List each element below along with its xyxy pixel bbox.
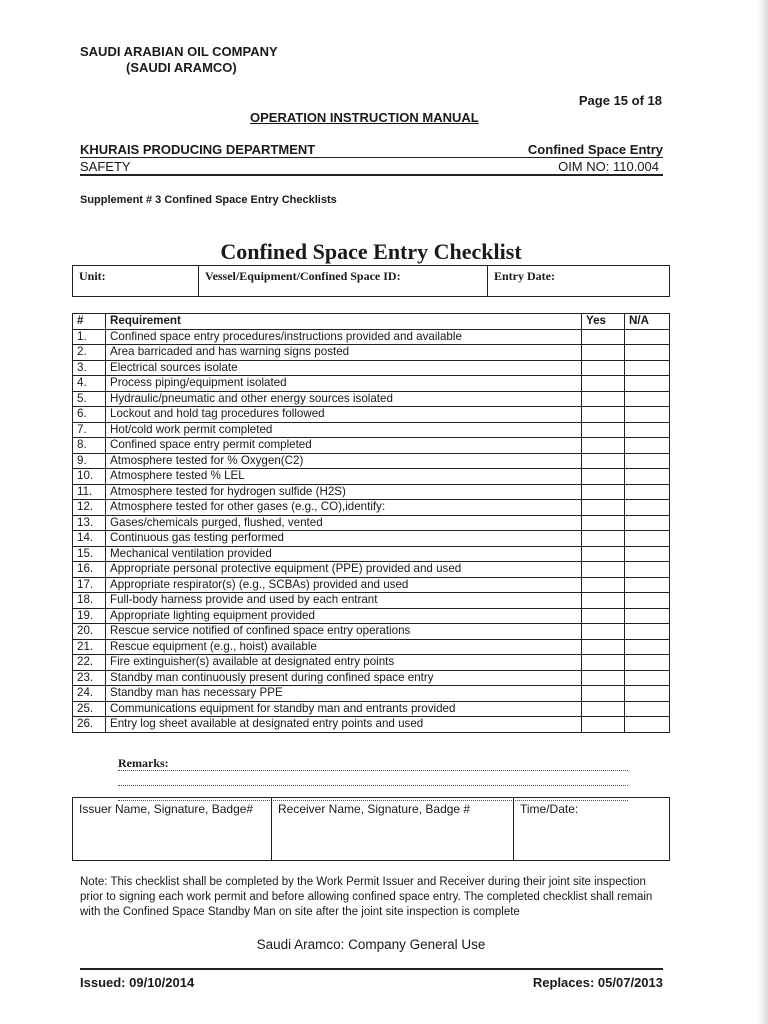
na-checkbox-cell[interactable]: [625, 360, 670, 376]
yes-checkbox-cell[interactable]: [582, 453, 625, 469]
table-row: [73, 391, 670, 407]
table-row: [73, 329, 670, 345]
table-row: [73, 345, 670, 361]
yes-checkbox-cell[interactable]: [582, 515, 625, 531]
row-requirement: Mechanical ventilation provided: [106, 546, 582, 562]
requirements-body: [73, 329, 670, 732]
na-checkbox-cell[interactable]: [625, 577, 670, 593]
page-edge-shadow: [758, 0, 768, 1024]
table-row: [73, 686, 670, 702]
row-requirement: Confined space entry procedures/instructions provided and available: [106, 329, 582, 345]
table-row: [73, 717, 670, 733]
column-header-yes: Yes: [582, 314, 625, 330]
row-number: 17.: [73, 577, 106, 593]
table-row: [73, 376, 670, 392]
table-row: [73, 438, 670, 454]
table-row: [73, 655, 670, 671]
na-checkbox-cell[interactable]: [625, 345, 670, 361]
unit-label: Unit:: [79, 269, 106, 283]
remarks-line-1[interactable]: [118, 756, 628, 771]
row-requirement: Communications equipment for standby man and entrants provided: [106, 701, 582, 717]
row-number: 23.: [73, 670, 106, 686]
row-number: 14.: [73, 531, 106, 547]
row-requirement: Appropriate personal protective equipment (PPE) provided and used: [106, 562, 582, 578]
table-row: [73, 608, 670, 624]
remarks-label: Remarks:: [118, 756, 169, 770]
row-requirement: Full-body harness provide and used by each entrant: [106, 593, 582, 609]
row-number: 1.: [73, 329, 106, 345]
na-checkbox-cell[interactable]: [625, 422, 670, 438]
table-row: [73, 360, 670, 376]
checklist-title: Confined Space Entry Checklist: [220, 239, 522, 264]
row-requirement: Hot/cold work permit completed: [106, 422, 582, 438]
remarks-line-2[interactable]: [118, 771, 628, 786]
table-row: [73, 639, 670, 655]
row-number: 22.: [73, 655, 106, 671]
table-row: [73, 624, 670, 640]
remarks-section: [118, 756, 628, 801]
na-checkbox-cell[interactable]: [625, 453, 670, 469]
na-checkbox-cell[interactable]: [625, 484, 670, 500]
checklist-note: Note: This checklist shall be completed by the Work Permit Issuer and Receiver during their joint site inspection prior to signing each work permit and before allowing confined space entry. The completed checklist shall remain with the Confined Space Standby Man on site after the joint site inspection is complete: [80, 876, 653, 918]
row-number: 3.: [73, 360, 106, 376]
na-checkbox-cell[interactable]: [625, 701, 670, 717]
time-date-label: Time/Date:: [520, 802, 579, 816]
yes-checkbox-cell[interactable]: [582, 484, 625, 500]
na-checkbox-cell[interactable]: [625, 391, 670, 407]
row-requirement: Standby man continuously present during confined space entry: [106, 670, 582, 686]
company-line-2: (SAUDI ARAMCO): [126, 60, 237, 75]
row-number: 2.: [73, 345, 106, 361]
na-checkbox-cell[interactable]: [625, 407, 670, 423]
replaces-date: Replaces: 05/07/2013: [532, 975, 663, 990]
table-row: [73, 453, 670, 469]
row-number: 11.: [73, 484, 106, 500]
na-checkbox-cell[interactable]: [625, 717, 670, 733]
yes-checkbox-cell[interactable]: [582, 500, 625, 516]
row-requirement: Atmosphere tested for hydrogen sulfide (H2S): [106, 484, 582, 500]
na-checkbox-cell[interactable]: [625, 670, 670, 686]
yes-checkbox-cell[interactable]: [582, 360, 625, 376]
column-header-requirement: Requirement: [106, 314, 582, 330]
row-requirement: Fire extinguisher(s) available at designated entry points: [106, 655, 582, 671]
issuer-signature-field[interactable]: [73, 798, 272, 860]
yes-checkbox-cell[interactable]: [582, 593, 625, 609]
row-number: 13.: [73, 515, 106, 531]
company-name: [80, 44, 278, 76]
yes-checkbox-cell[interactable]: [582, 701, 625, 717]
department-header: [80, 142, 663, 176]
yes-checkbox-cell[interactable]: [582, 345, 625, 361]
table-row: [73, 500, 670, 516]
na-checkbox-cell[interactable]: [625, 500, 670, 516]
yes-checkbox-cell[interactable]: [582, 624, 625, 640]
yes-checkbox-cell[interactable]: [582, 686, 625, 702]
issuer-label: Issuer Name, Signature, Badge#: [79, 802, 254, 816]
issued-date: Issued: 09/10/2014: [80, 975, 195, 990]
row-number: 9.: [73, 453, 106, 469]
na-checkbox-cell[interactable]: [625, 376, 670, 392]
row-requirement: Lockout and hold tag procedures followed: [106, 407, 582, 423]
na-checkbox-cell[interactable]: [625, 593, 670, 609]
row-requirement: Appropriate lighting equipment provided: [106, 608, 582, 624]
yes-checkbox-cell[interactable]: [582, 391, 625, 407]
row-number: 24.: [73, 686, 106, 702]
yes-checkbox-cell[interactable]: [582, 469, 625, 485]
table-row: [73, 484, 670, 500]
row-requirement: Hydraulic/pneumatic and other energy sources isolated: [106, 391, 582, 407]
na-checkbox-cell[interactable]: [625, 686, 670, 702]
entry-date-field[interactable]: [488, 266, 669, 296]
row-number: 20.: [73, 624, 106, 640]
column-header-num: #: [73, 314, 106, 330]
column-header-na: N/A: [625, 314, 670, 330]
row-number: 5.: [73, 391, 106, 407]
na-checkbox-cell[interactable]: [625, 639, 670, 655]
page-number: Page 15 of 18: [578, 93, 662, 108]
na-checkbox-cell[interactable]: [625, 655, 670, 671]
subject-title: Confined Space Entry: [527, 142, 663, 157]
row-requirement: Standby man has necessary PPE: [106, 686, 582, 702]
row-requirement: Atmosphere tested for other gases (e.g., CO),identify:: [106, 500, 582, 516]
yes-checkbox-cell[interactable]: [582, 329, 625, 345]
yes-checkbox-cell[interactable]: [582, 670, 625, 686]
na-checkbox-cell[interactable]: [625, 608, 670, 624]
row-requirement: Gases/chemicals purged, flushed, vented: [106, 515, 582, 531]
row-number: 12.: [73, 500, 106, 516]
entry-date-label: Entry Date:: [494, 269, 555, 283]
row-requirement: Atmosphere tested % LEL: [106, 469, 582, 485]
row-requirement: Process piping/equipment isolated: [106, 376, 582, 392]
row-requirement: Appropriate respirator(s) (e.g., SCBAs) provided and used: [106, 577, 582, 593]
row-number: 26.: [73, 717, 106, 733]
signature-box: [72, 797, 670, 861]
table-row: [73, 531, 670, 547]
yes-checkbox-cell[interactable]: [582, 531, 625, 547]
row-number: 16.: [73, 562, 106, 578]
row-number: 18.: [73, 593, 106, 609]
table-header-row: [73, 314, 670, 330]
table-row: [73, 407, 670, 423]
row-requirement: Electrical sources isolate: [106, 360, 582, 376]
table-row: [73, 577, 670, 593]
oim-number: OIM NO: 110.004: [558, 159, 659, 174]
row-number: 25.: [73, 701, 106, 717]
yes-checkbox-cell[interactable]: [582, 562, 625, 578]
row-number: 6.: [73, 407, 106, 423]
classification-label: Saudi Aramco: Company General Use: [256, 937, 486, 952]
na-checkbox-cell[interactable]: [625, 469, 670, 485]
na-checkbox-cell[interactable]: [625, 329, 670, 345]
yes-checkbox-cell[interactable]: [582, 717, 625, 733]
table-row: [73, 546, 670, 562]
row-requirement: Rescue service notified of confined space entry operations: [106, 624, 582, 640]
row-requirement: Area barricaded and has warning signs posted: [106, 345, 582, 361]
row-number: 4.: [73, 376, 106, 392]
row-requirement: Atmosphere tested for % Oxygen(C2): [106, 453, 582, 469]
row-requirement: Confined space entry permit completed: [106, 438, 582, 454]
row-number: 21.: [73, 639, 106, 655]
yes-checkbox-cell[interactable]: [582, 438, 625, 454]
table-row: [73, 469, 670, 485]
yes-checkbox-cell[interactable]: [582, 639, 625, 655]
section-name: SAFETY: [80, 159, 131, 174]
table-row: [73, 422, 670, 438]
yes-checkbox-cell[interactable]: [582, 407, 625, 423]
table-row: [73, 515, 670, 531]
receiver-label: Receiver Name, Signature, Badge #: [278, 802, 471, 816]
table-row: [73, 593, 670, 609]
na-checkbox-cell[interactable]: [625, 624, 670, 640]
table-row: [73, 701, 670, 717]
row-requirement: Continuous gas testing performed: [106, 531, 582, 547]
row-number: 15.: [73, 546, 106, 562]
unit-field[interactable]: [73, 266, 199, 296]
supplement-title: Supplement # 3 Confined Space Entry Checklists: [80, 194, 337, 206]
receiver-signature-field[interactable]: [272, 798, 514, 860]
row-number: 8.: [73, 438, 106, 454]
requirements-table: [72, 313, 670, 733]
yes-checkbox-cell[interactable]: [582, 577, 625, 593]
yes-checkbox-cell[interactable]: [582, 422, 625, 438]
na-checkbox-cell[interactable]: [625, 438, 670, 454]
na-checkbox-cell[interactable]: [625, 546, 670, 562]
time-date-field[interactable]: [514, 798, 669, 860]
vessel-id-label: Vessel/Equipment/Confined Space ID:: [205, 269, 401, 283]
yes-checkbox-cell[interactable]: [582, 608, 625, 624]
vessel-id-field[interactable]: [199, 266, 488, 296]
table-row: [73, 670, 670, 686]
footer: [80, 968, 663, 990]
na-checkbox-cell[interactable]: [625, 515, 670, 531]
department-name: KHURAIS PRODUCING DEPARTMENT: [80, 142, 316, 157]
company-line-1: SAUDI ARABIAN OIL COMPANY: [80, 44, 278, 59]
row-number: 19.: [73, 608, 106, 624]
checklist-info-box: [72, 265, 670, 297]
row-requirement: Entry log sheet available at designated entry points and used: [106, 717, 582, 733]
yes-checkbox-cell[interactable]: [582, 376, 625, 392]
row-number: 7.: [73, 422, 106, 438]
manual-title: OPERATION INSTRUCTION MANUAL: [250, 110, 479, 125]
na-checkbox-cell[interactable]: [625, 562, 670, 578]
row-number: 10.: [73, 469, 106, 485]
row-requirement: Rescue equipment (e.g., hoist) available: [106, 639, 582, 655]
yes-checkbox-cell[interactable]: [582, 546, 625, 562]
table-row: [73, 562, 670, 578]
yes-checkbox-cell[interactable]: [582, 655, 625, 671]
na-checkbox-cell[interactable]: [625, 531, 670, 547]
